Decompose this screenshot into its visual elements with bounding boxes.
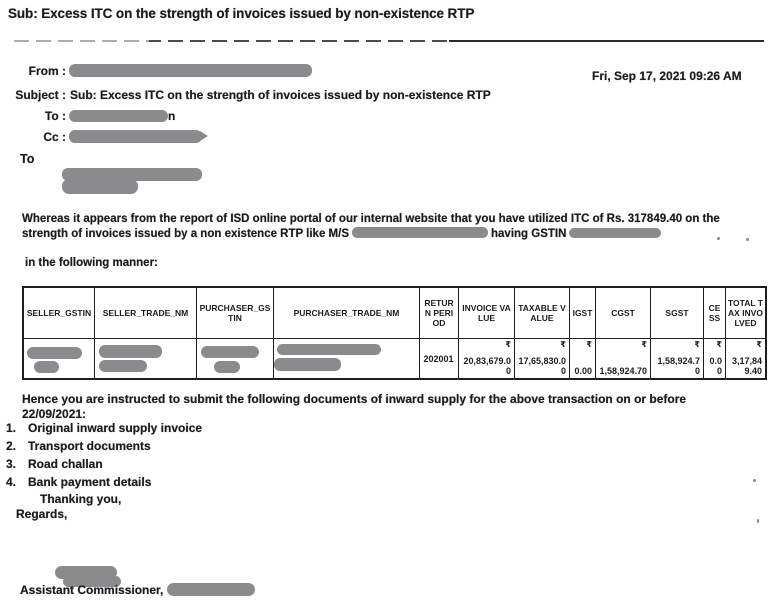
- col-header-return-period: RETURN PERIOD: [420, 288, 459, 339]
- cell-return-period: [420, 339, 459, 378]
- supplier-name-redaction-bar: [352, 227, 488, 238]
- redaction-pill: [99, 360, 147, 372]
- list-item-text: Transport documents: [28, 439, 151, 453]
- cell-igst: [570, 339, 596, 378]
- required-documents-list: [0, 421, 740, 493]
- signature-title-row: [20, 583, 255, 597]
- list-item-number: 2.: [6, 439, 17, 453]
- taxable-value: 17,65,830.00: [518, 356, 566, 376]
- signature-title: Assistant Commissioner,: [20, 583, 164, 597]
- scan-artifact-dot: [746, 238, 749, 241]
- cell-seller-trade-nm-redacted: [95, 339, 197, 378]
- cgst-value: 1,58,924.70: [599, 366, 647, 376]
- col-header-seller-trade-nm: SELLER_TRADE_NM: [95, 288, 197, 339]
- scan-artifact-dot: [753, 479, 756, 482]
- cell-cess: [704, 339, 726, 378]
- col-header-seller-gstin: SELLER_GSTIN: [24, 288, 95, 339]
- rupee-icon: ₹: [756, 340, 762, 349]
- subject-label: Subject :: [15, 88, 66, 102]
- gstin-redaction-bar: [569, 228, 661, 238]
- list-item-text: Road challan: [28, 457, 103, 471]
- list-item: [0, 439, 740, 457]
- cell-purchaser-gstin-redacted: [197, 339, 274, 378]
- return-period-value: 202001: [423, 353, 454, 364]
- from-label: From :: [28, 64, 66, 78]
- rupee-icon: ₹: [641, 340, 647, 349]
- list-item-number: 1.: [6, 421, 17, 435]
- list-item-text: Bank payment details: [28, 475, 152, 489]
- list-item: [0, 457, 740, 475]
- recipient-to-label: To: [20, 152, 35, 166]
- thanking-you-line: Thanking you,: [40, 492, 122, 506]
- instruction-line-1: Hence you are instructed to submit the following documents of inward supply for the above transaction on or before: [22, 392, 687, 406]
- col-header-purchaser-gstin: PURCHASER_GSTIN: [197, 288, 274, 339]
- cell-cgst: [596, 339, 651, 378]
- col-header-invoice-value: INVOICE VALUE: [459, 288, 515, 339]
- subject-value: Sub: Excess ITC on the strength of invoices issued by non-existence RTP: [70, 88, 491, 102]
- cess-value: 0.00: [709, 356, 722, 376]
- cell-seller-gstin-redacted: [24, 339, 95, 378]
- igst-value: 0.00: [574, 366, 592, 376]
- document-subject-heading: Sub: Excess ITC on the strength of invoices issued by non-existence RTP: [8, 6, 475, 21]
- cc-label: Cc :: [43, 130, 66, 144]
- whereas-line-1: Whereas it appears from the report of ISD online portal of our internal website that you have utilized ITC of Rs. 317849.40 on the: [22, 213, 720, 225]
- rupee-icon: ₹: [586, 340, 592, 349]
- invoice-value: 20,83,679.00: [463, 356, 511, 376]
- rupee-icon: ₹: [694, 340, 700, 349]
- col-header-igst: IGST: [570, 288, 596, 339]
- cc-row: [0, 130, 202, 144]
- redaction-pill: [201, 346, 259, 358]
- cell-purchaser-trade-nm-redacted: [274, 339, 420, 378]
- itc-transaction-table: [22, 286, 767, 380]
- subject-row: [0, 88, 491, 102]
- redaction-pill: [99, 345, 162, 358]
- redaction-pill: [34, 361, 59, 373]
- sgst-value: 1,58,924.70: [657, 356, 700, 376]
- col-header-purchaser-trade-nm: PURCHASER_TRADE_NM: [274, 288, 420, 339]
- to-visible-character: n: [168, 109, 176, 123]
- scan-artifact-dot: [717, 237, 720, 240]
- instruction-deadline: 22/09/2021:: [22, 407, 87, 421]
- total-tax-involved-value: 3,17,849.40: [731, 356, 762, 376]
- whereas-line-2: [22, 227, 760, 242]
- redaction-pill: [274, 358, 341, 371]
- to-label: To :: [44, 109, 66, 123]
- regards-line: Regards,: [16, 507, 68, 521]
- col-header-sgst: SGST: [651, 288, 704, 339]
- redaction-pill: [214, 361, 240, 373]
- rupee-icon: ₹: [505, 340, 511, 349]
- from-redaction-bar: [69, 64, 312, 77]
- scan-artifact-dot: [757, 519, 759, 523]
- cell-total-tax-involved: [726, 339, 765, 378]
- office-redaction-bar: [167, 583, 255, 596]
- list-item: [0, 475, 740, 493]
- rupee-icon: ₹: [560, 340, 566, 349]
- whereas-line-2-text: strength of invoices issued by a non existence RTP like M/S: [22, 228, 349, 240]
- col-header-cgst: CGST: [596, 288, 651, 339]
- col-header-total-tax-involved: TOTAL TAX INVOLVED: [726, 288, 765, 339]
- having-gstin-text: having GSTIN: [491, 228, 567, 240]
- scan-separator-line: [14, 40, 764, 42]
- following-manner-line: in the following manner:: [25, 257, 158, 269]
- cell-sgst: [651, 339, 704, 378]
- list-item-text: Original inward supply invoice: [28, 421, 203, 435]
- instruction-paragraph: [22, 392, 762, 422]
- list-item: [0, 421, 740, 439]
- list-item-number: 4.: [6, 475, 17, 489]
- redaction-pill: [27, 347, 82, 359]
- whereas-paragraph: [22, 212, 760, 242]
- to-row: [0, 109, 175, 123]
- redaction-pill: [277, 344, 381, 355]
- cell-taxable-value: [515, 339, 570, 378]
- recipient-address-redaction-bar-2: [62, 179, 138, 194]
- email-date: Fri, Sep 17, 2021 09:26 AM: [592, 69, 742, 83]
- to-redaction-bar: [69, 110, 168, 122]
- from-row: [0, 64, 312, 78]
- col-header-cess: CESS: [704, 288, 726, 339]
- col-header-taxable-value: TAXABLE VALUE: [515, 288, 570, 339]
- list-item-number: 3.: [6, 457, 17, 471]
- cc-redaction-bar: [69, 130, 202, 143]
- cell-invoice-value: [459, 339, 515, 378]
- rupee-icon: ₹: [716, 340, 722, 349]
